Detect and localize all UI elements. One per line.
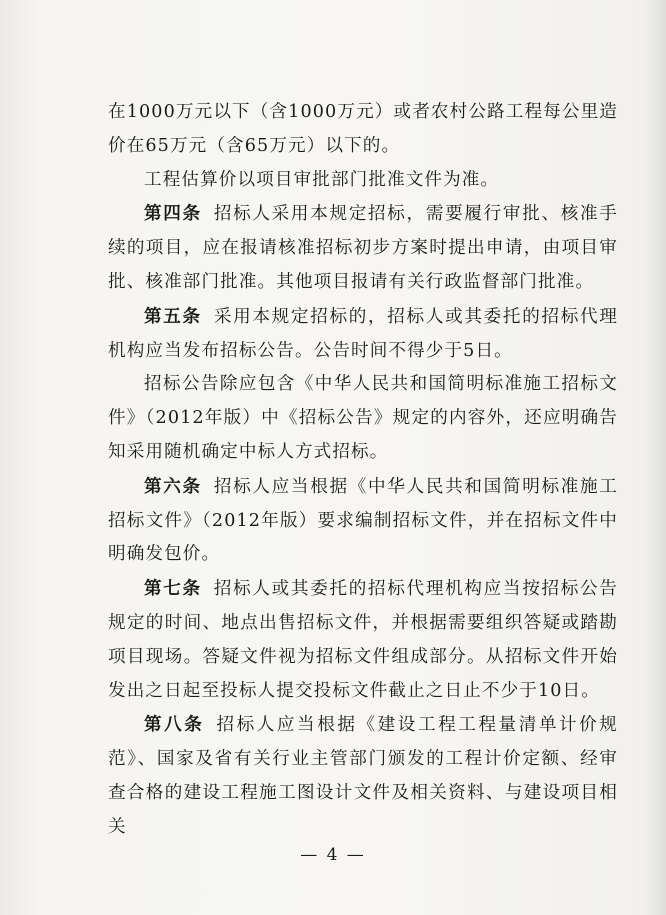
paragraph-text: 工程估算价以项目审批部门批准文件为准。: [144, 169, 500, 190]
paragraph-2: [108, 164, 618, 198]
article-heading: 第八条: [144, 714, 205, 736]
article-4: [108, 197, 618, 299]
paragraph-text: 招标公告除应包含《中华人民共和国简明标准施工招标文件》（2012年版）中《招标公告》规定的内容外，还应明确告知采用随机确定中标人方式招标。: [108, 374, 618, 462]
article-heading: 第七条: [144, 578, 202, 600]
page-edge-shadow: [644, 0, 666, 915]
paragraph-text: 招标人应当根据《建设工程工程量清单计价规范》、国家及省有关行业主管部门颁发的工程计价定额、经审查合格的建设工程施工图设计文件及相关资料、与建设项目相关: [108, 715, 618, 837]
article-6: [108, 470, 618, 572]
paragraph-5: [108, 368, 618, 469]
page-number: — 4 —: [300, 845, 366, 865]
body-text: [108, 96, 618, 845]
paragraph-1: [108, 96, 618, 164]
article-5: [108, 300, 618, 369]
article-heading: 第五条: [144, 305, 202, 327]
article-8: [108, 708, 618, 844]
paragraph-text: 在1000万元以下（含1000万元）或者农村公路工程每公里造价在65万元（含65万元）以下的。: [108, 102, 618, 156]
paragraph-text: 采用本规定招标的，招标人或其委托的招标代理机构应当发布招标公告。公告时间不得少于5日。: [108, 306, 618, 361]
paragraph-text: 招标人应当根据《中华人民共和国简明标准施工招标文件》（2012年版）要求编制招标文件，并在招标文件中明确发包价。: [108, 476, 618, 565]
paragraph-text: 招标人或其委托的招标代理机构应当按招标公告规定的时间、地点出售招标文件，并根据需要组织答疑或踏勘项目现场。答疑文件视为招标文件组成部分。从招标文件开始发出之日起至投标人提交投标文件截止之日止不少于10日。: [108, 579, 618, 701]
article-heading: 第四条: [144, 203, 202, 225]
article-7: [108, 572, 618, 708]
paragraph-text: 招标人采用本规定招标，需要履行审批、核准手续的项目，应在报请核准招标初步方案时提出申请，由项目审批、核准部门批准。其他项目报请有关行政监督部门批准。: [108, 204, 618, 292]
article-heading: 第六条: [144, 475, 202, 497]
